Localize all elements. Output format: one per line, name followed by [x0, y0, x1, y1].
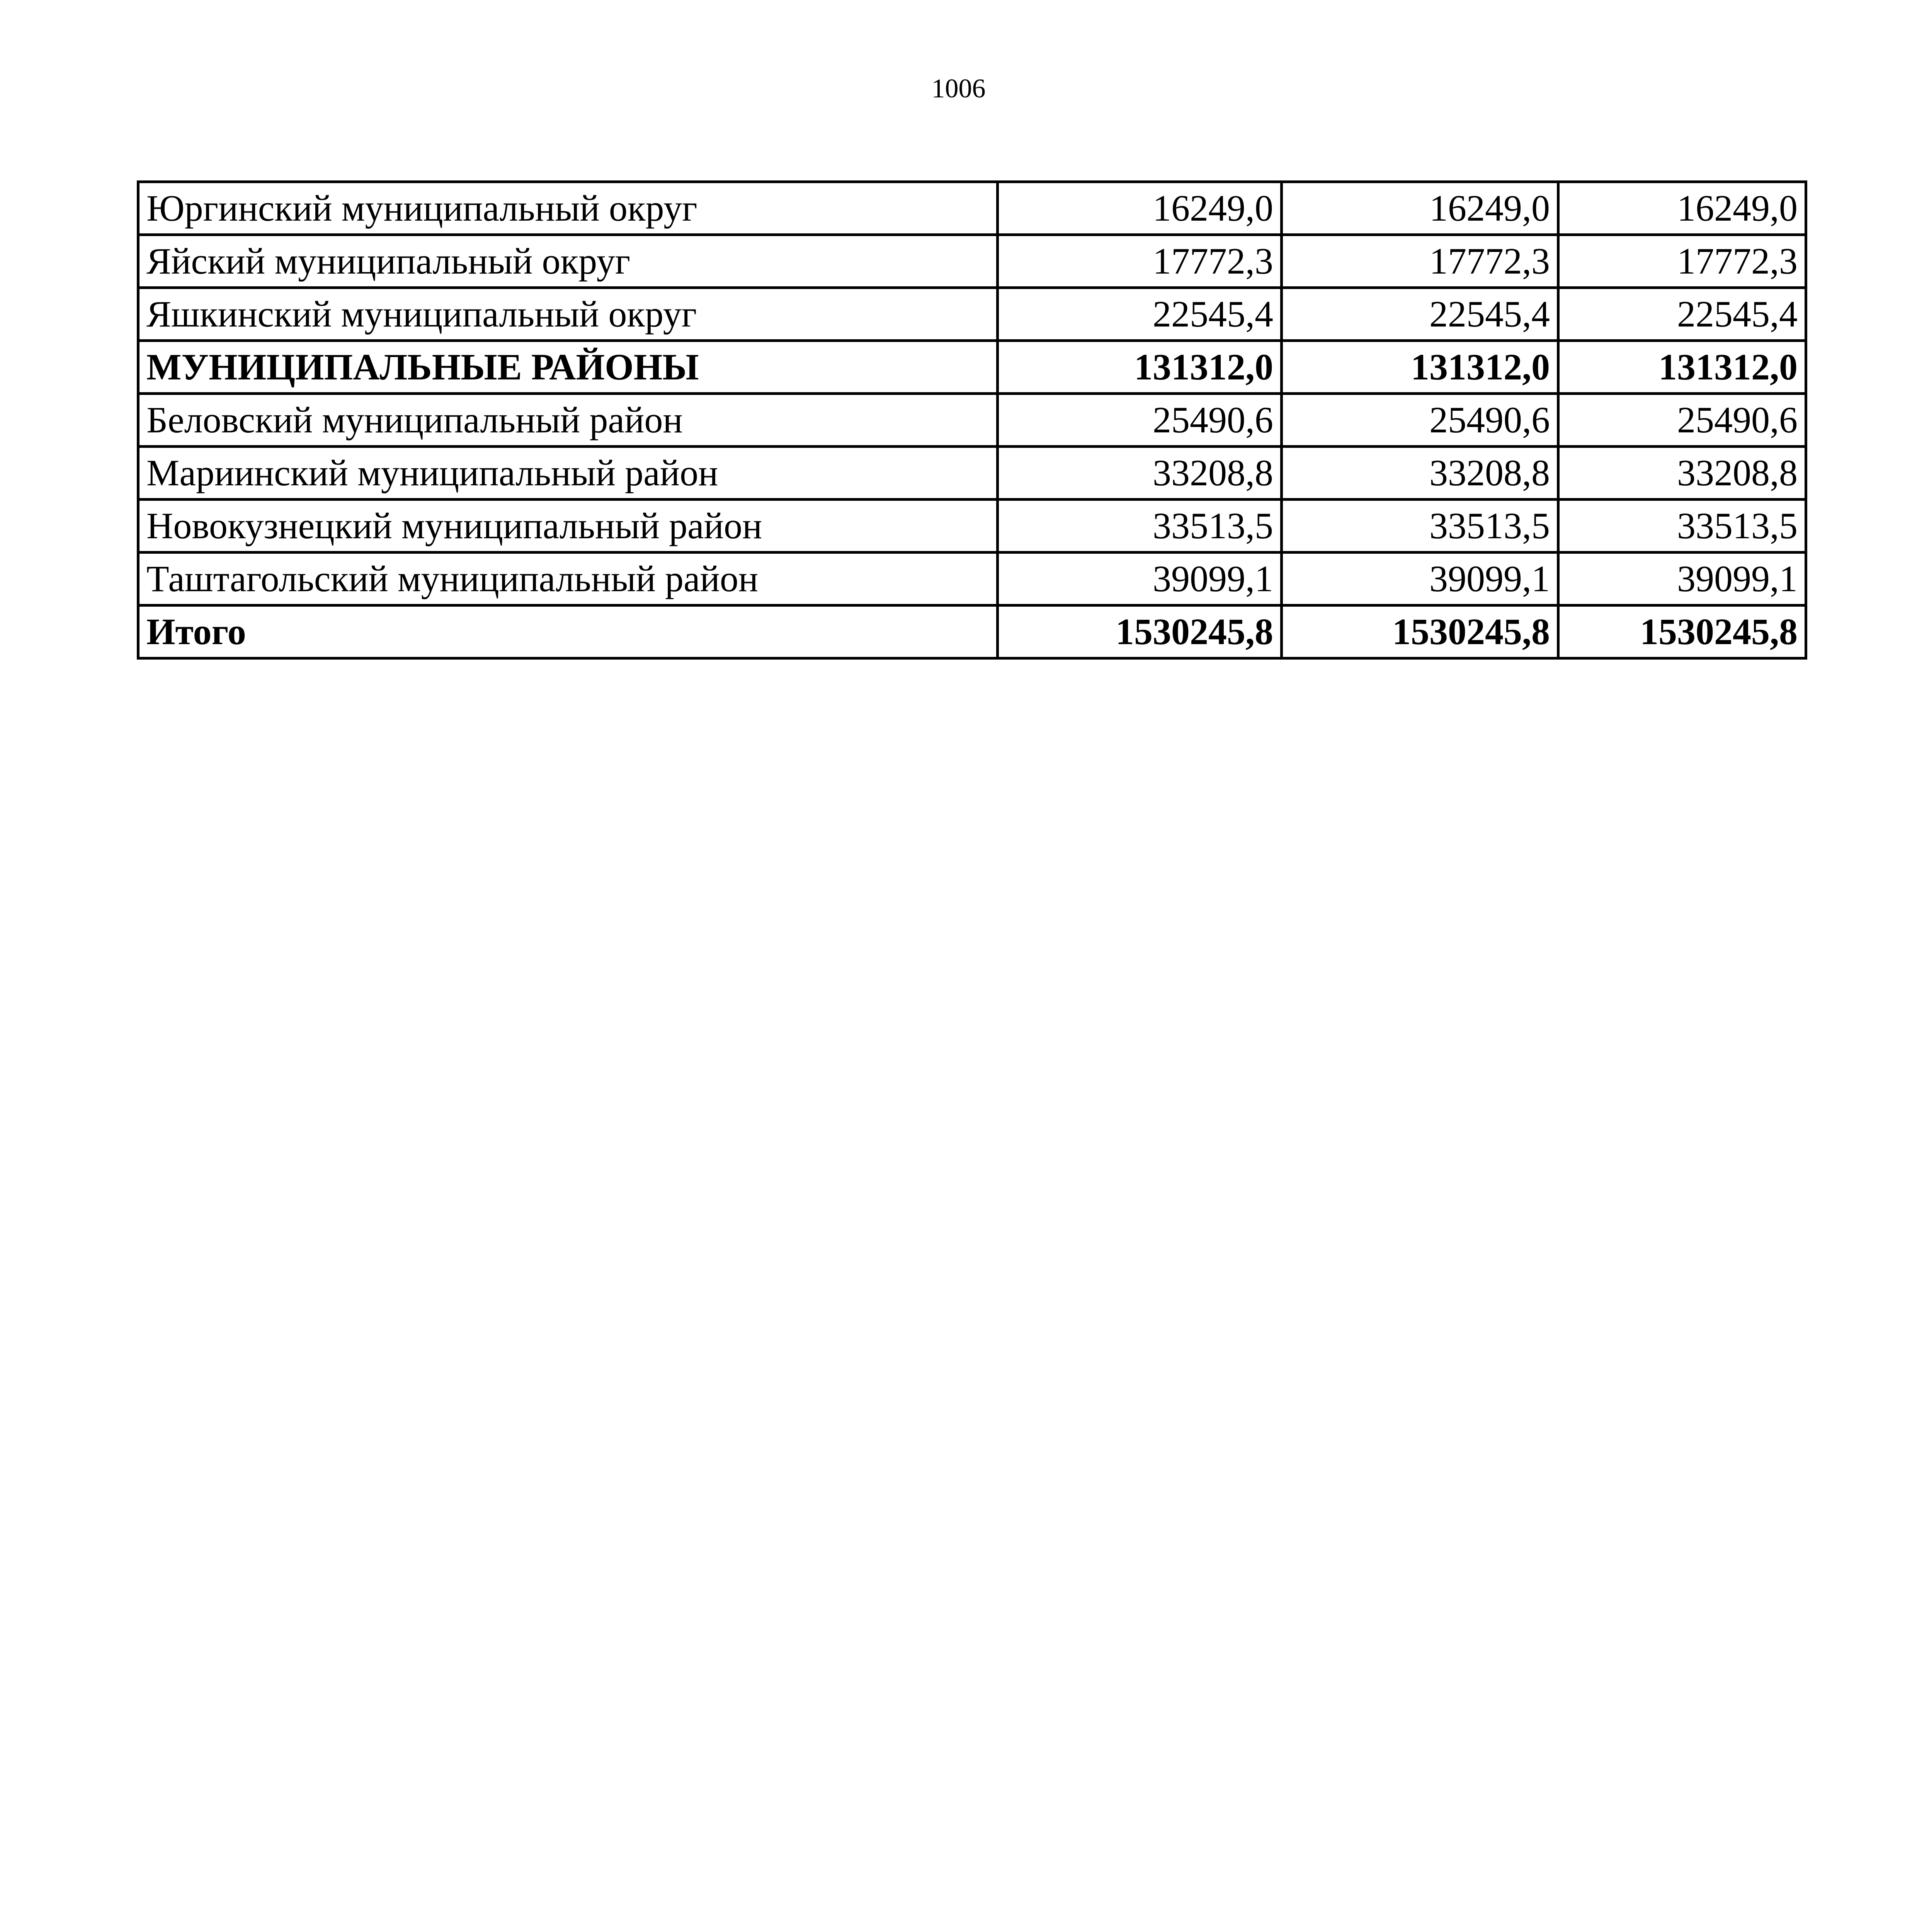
- row-name: Таштагольский муниципальный район: [138, 553, 998, 605]
- row-value-2: 33513,5: [1282, 500, 1558, 553]
- row-value-3: 17772,3: [1558, 235, 1806, 288]
- table-row: [138, 394, 1806, 447]
- row-name: Новокузнецкий муниципальный район: [138, 500, 998, 553]
- row-value-1: 17772,3: [998, 235, 1282, 288]
- row-value-2: 1530245,8: [1282, 605, 1558, 658]
- page-number: 1006: [931, 74, 986, 104]
- table-row: [138, 447, 1806, 500]
- row-value-2: 17772,3: [1282, 235, 1558, 288]
- row-value-2: 25490,6: [1282, 394, 1558, 447]
- row-value-1: 131312,0: [998, 341, 1282, 394]
- row-value-1: 22545,4: [998, 288, 1282, 341]
- row-name: Беловский муниципальный район: [138, 394, 998, 447]
- row-value-2: 131312,0: [1282, 341, 1558, 394]
- row-value-1: 16249,0: [998, 182, 1282, 235]
- row-value-3: 25490,6: [1558, 394, 1806, 447]
- row-name: Яйский муниципальный округ: [138, 235, 998, 288]
- row-value-3: 39099,1: [1558, 553, 1806, 605]
- table-row: [138, 553, 1806, 605]
- table-row-section: [138, 341, 1806, 394]
- row-name: Мариинский муниципальный район: [138, 447, 998, 500]
- table-row: [138, 182, 1806, 235]
- row-name: Юргинский муниципальный округ: [138, 182, 998, 235]
- budget-table: [137, 180, 1807, 660]
- row-name: Яшкинский муниципальный округ: [138, 288, 998, 341]
- row-value-3: 16249,0: [1558, 182, 1806, 235]
- row-value-2: 22545,4: [1282, 288, 1558, 341]
- row-value-1: 39099,1: [998, 553, 1282, 605]
- table-row-total: [138, 605, 1806, 658]
- row-value-2: 33208,8: [1282, 447, 1558, 500]
- table-row: [138, 500, 1806, 553]
- row-value-2: 16249,0: [1282, 182, 1558, 235]
- row-value-3: 131312,0: [1558, 341, 1806, 394]
- row-value-3: 22545,4: [1558, 288, 1806, 341]
- row-value-3: 33513,5: [1558, 500, 1806, 553]
- row-name: МУНИЦИПАЛЬНЫЕ РАЙОНЫ: [138, 341, 998, 394]
- row-name: Итого: [138, 605, 998, 658]
- row-value-1: 1530245,8: [998, 605, 1282, 658]
- row-value-1: 25490,6: [998, 394, 1282, 447]
- row-value-3: 1530245,8: [1558, 605, 1806, 658]
- row-value-1: 33513,5: [998, 500, 1282, 553]
- row-value-2: 39099,1: [1282, 553, 1558, 605]
- table-row: [138, 288, 1806, 341]
- row-value-3: 33208,8: [1558, 447, 1806, 500]
- table-row: [138, 235, 1806, 288]
- row-value-1: 33208,8: [998, 447, 1282, 500]
